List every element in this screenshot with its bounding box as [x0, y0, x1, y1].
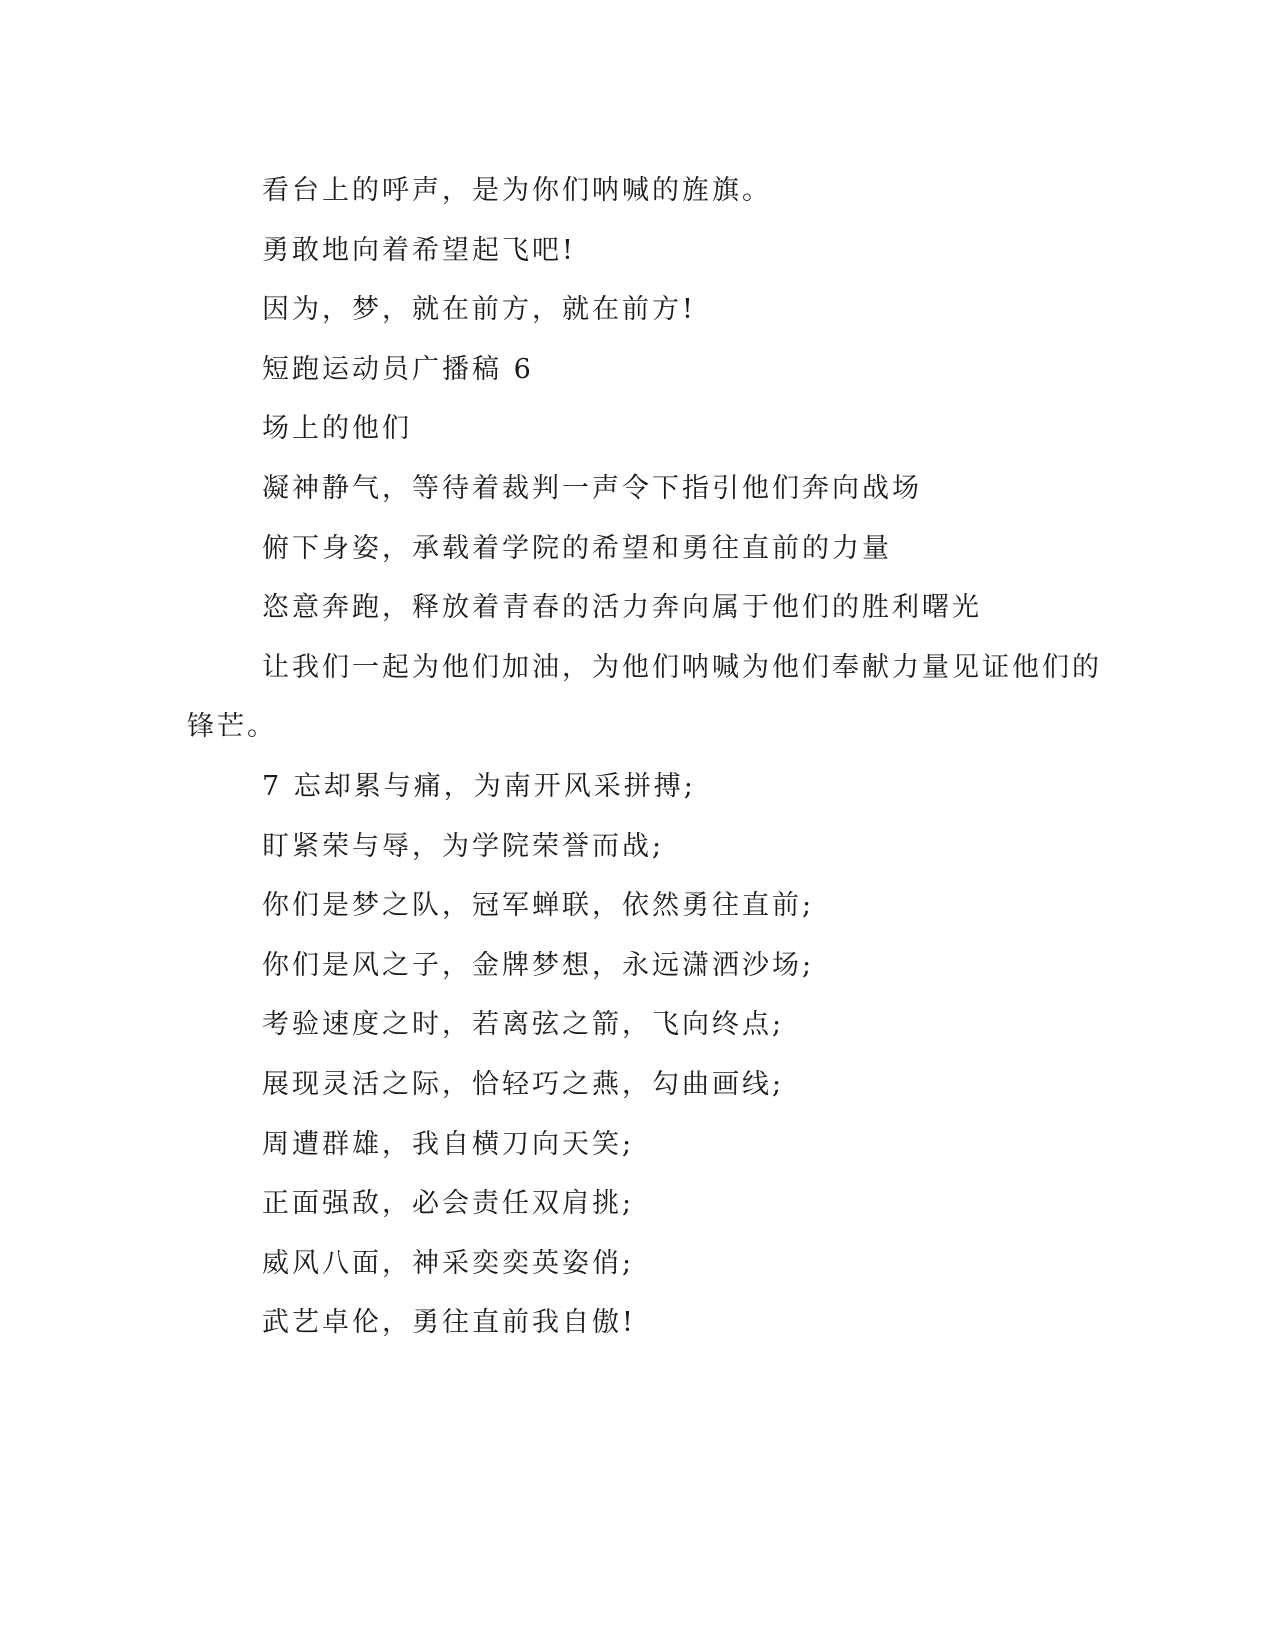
text-line: 考验速度之时，若离弦之箭，飞向终点; [262, 1009, 785, 1040]
text-line: 因为，梦，就在前方，就在前方! [262, 294, 696, 325]
section-heading: 短跑运动员广播稿 6 [262, 354, 534, 385]
text-line: 俯下身姿，承载着学院的希望和勇往直前的力量 [262, 533, 892, 564]
text-line: 威风八面，神采奕奕英姿俏; [262, 1248, 635, 1279]
text-line: 周遭群雄，我自横刀向天笑; [262, 1129, 635, 1160]
text-line: 武艺卓伦，勇往直前我自傲! [262, 1307, 636, 1338]
text-line: 恣意奔跑，释放着青春的活力奔向属于他们的胜利曙光 [262, 592, 982, 623]
text-line: 展现灵活之际，恰轻巧之燕，勾曲画线; [262, 1069, 785, 1100]
text-line: 勇敢地向着希望起飞吧! [262, 235, 576, 266]
text-line: 场上的他们 [262, 413, 412, 444]
text-line-continuation: 锋芒。 [187, 711, 277, 742]
text-line: 你们是梦之队，冠军蝉联，依然勇往直前; [262, 890, 815, 921]
text-line: 7 忘却累与痛，为南开风采拼搏; [262, 771, 696, 802]
text-line: 让我们一起为他们加油，为他们呐喊为他们奉献力量见证他们的 [262, 652, 1102, 683]
text-line: 凝神静气，等待着裁判一声令下指引他们奔向战场 [262, 473, 922, 504]
text-line: 你们是风之子，金牌梦想，永远潇洒沙场; [262, 950, 815, 981]
text-line: 盯紧荣与辱，为学院荣誉而战; [262, 831, 665, 862]
text-line: 正面强敌，必会责任双肩挑; [262, 1188, 635, 1219]
text-line: 看台上的呼声，是为你们呐喊的旌旗。 [262, 175, 772, 206]
